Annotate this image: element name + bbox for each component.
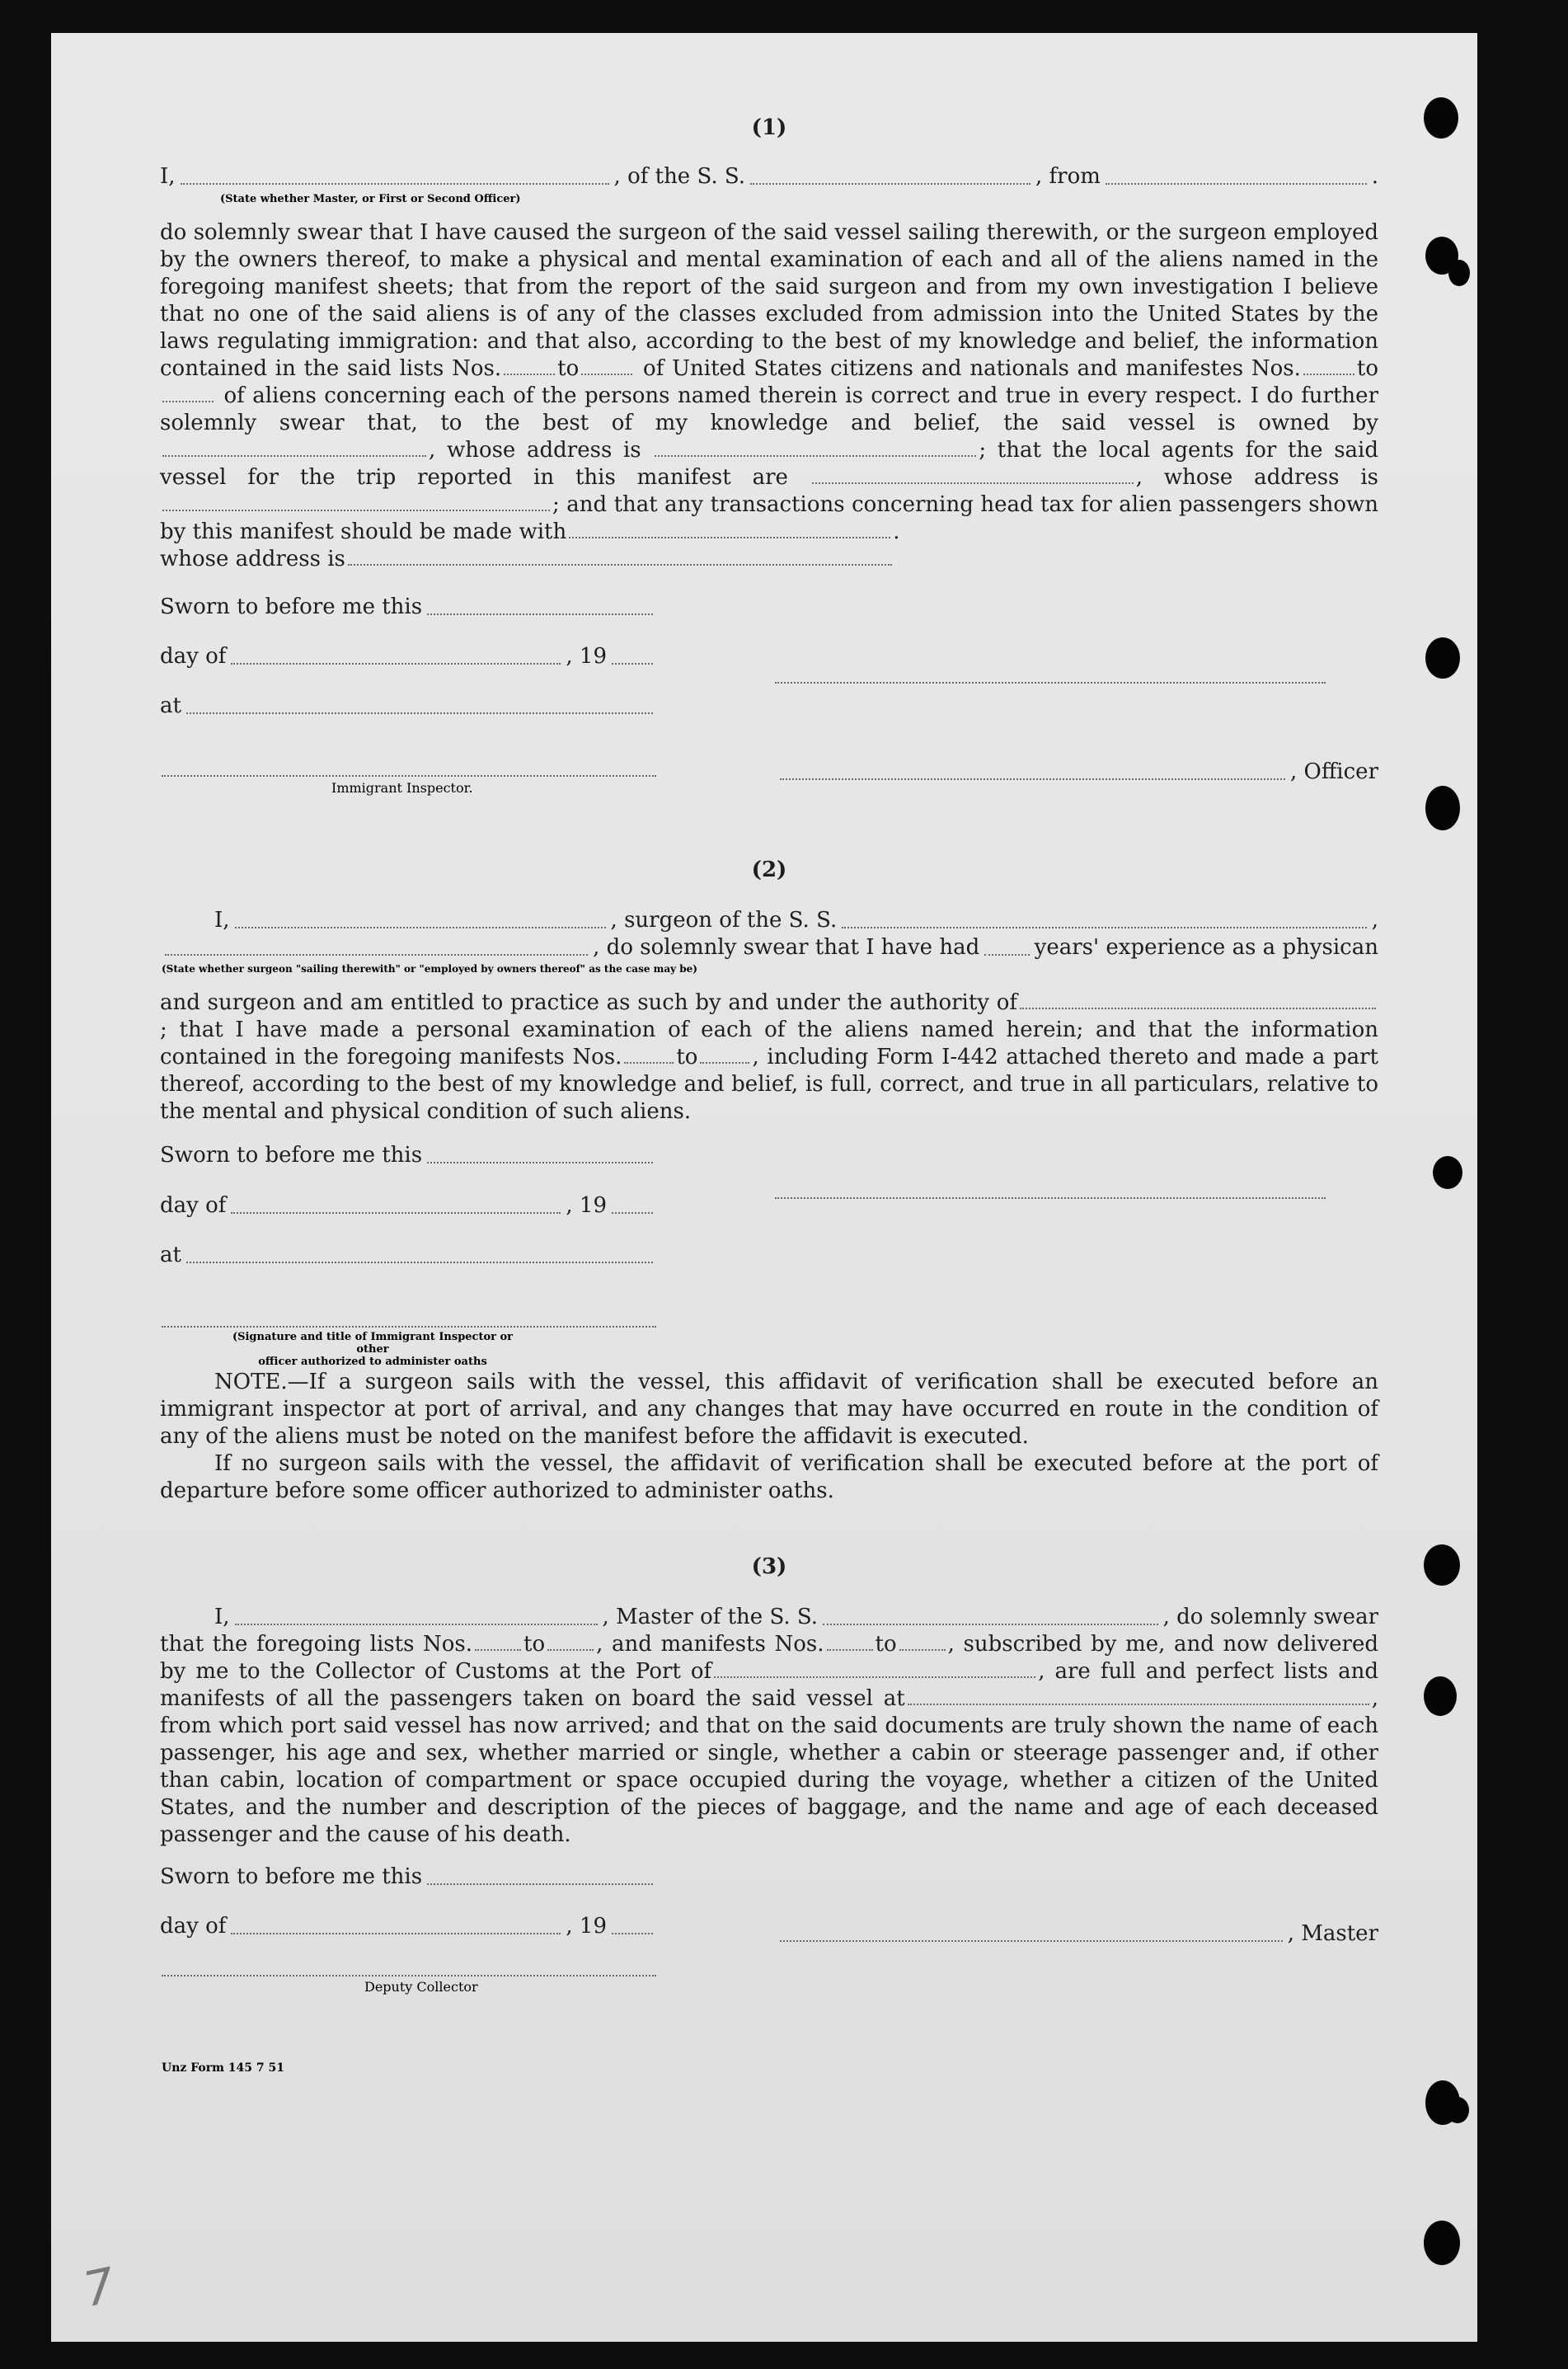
signature-note [216,1331,529,1368]
sworn-day-field[interactable] [427,1883,653,1885]
punch-hole [1424,1544,1460,1586]
sworn-line [160,594,658,621]
text: , whose address is [1135,465,1379,490]
master-signature-field[interactable] [780,1940,1283,1942]
form-number: Unz Form 145 7 51 [162,2061,284,2075]
text: whose address is [160,547,345,571]
surgeon-note: (State whether surgeon "sailing therewith" or "employed by owners thereof" as the case may be) [162,963,697,975]
punch-hole [1448,260,1470,286]
section-3-line1 [160,1604,1378,1631]
master-name-field[interactable] [235,1624,598,1625]
text: ; that the local agents for the said vessel for the trip reported in this manifest are [160,438,1379,490]
text: . [1371,164,1378,189]
punch-hole [1424,97,1458,139]
manifests-to-field[interactable] [162,383,214,402]
year-field[interactable] [612,663,653,665]
text: ; [160,1018,167,1042]
month-field[interactable] [231,1212,561,1214]
text: (Signature and title of Immigrant Inspector or other [232,1331,514,1356]
punch-hole [1425,786,1460,830]
section-1-opening-line [160,163,1378,190]
text: , surgeon of the S. S. [610,908,838,933]
text: to [676,1045,698,1069]
margin-mark: 7 [78,2256,120,2319]
text: , from which port said vessel has now arrived; and that on the said documents are truly shown the name of each passenger, his age and sex, whether married or single, whether a cabin or steerage passenger and, if other than cabin, location of compartment or space occupied during the voyage, whether a citizen of the United States, and the number and description of the pieces of baggage, and the name and age of each deceased passenger and the cause of his death. [160,1686,1378,1847]
text: of aliens concerning each of the persons named therein is correct and true in every respect. I do further solemnly swear that, to the best of my knowledge and belief, the said vessel is owned by [160,383,1378,435]
punch-hole [1424,1676,1457,1716]
text: Sworn to before me this [160,595,423,619]
text: to [557,356,580,381]
text: of United States citizens and nationals and manifestes Nos. [643,356,1301,381]
years-field[interactable] [984,954,1029,956]
head-tax-address-field[interactable] [348,546,892,566]
text: officer authorized to administer oaths [258,1356,487,1368]
text: day of [160,1193,227,1218]
year-field[interactable] [612,1933,653,1934]
agents-field[interactable] [812,464,1134,484]
text: at [160,693,181,718]
section-2-number: (2) [751,858,787,882]
text: that I have made a personal examination of each of the aliens named herein; and that the information contained in the foregoing manifests Nos. [160,1018,1379,1069]
text: , 19 [566,1914,607,1939]
deputy-signature-line[interactable] [162,1973,656,1977]
day-of-line [160,643,658,670]
sworn-line [160,1864,658,1891]
surgeon-manifest-to-field[interactable] [700,1044,749,1064]
officer-line [775,759,1378,786]
owner-field[interactable] [162,437,426,457]
note-paragraph-2: If no surgeon sails with the vessel, the affidavit of verification shall be executed before at the port of departure before some officer authorized to administer oaths. [160,1451,1378,1503]
section-2-paragraph [160,989,1378,1126]
note-paragraph: NOTE.—If a surgeon sails with the vessel, this affidavit of verification shall be executed before an immigrant inspector at port of arrival, and any changes that may have occurred en route in the condition of any of the aliens must be noted on the manifest before the affidavit is executed. [160,1370,1378,1449]
day-of-line [160,1192,658,1220]
text: Sworn to before me this [160,1143,423,1168]
master-manifests-from-field[interactable] [827,1631,873,1651]
section-2-line2 [160,934,1378,961]
manifests-from-field[interactable] [1303,355,1354,375]
text: , Master [1287,1921,1378,1946]
from-port-field[interactable] [1106,183,1367,185]
text: I, [214,908,230,933]
text: , 19 [566,1193,607,1218]
text: to [875,1632,897,1657]
officer-note: (State whether Master, or First or Second Officer) [220,193,521,205]
deputy-collector-label: Deputy Collector [364,1979,478,1995]
text: Sworn to before me this [160,1864,423,1889]
lists-from-field[interactable] [504,355,555,375]
surgeon-status-field[interactable] [165,954,588,956]
surgeon-vessel-field[interactable] [842,927,1366,928]
master-line [775,1920,1378,1948]
section-1-oath-paragraph [160,219,1378,573]
place-field[interactable] [186,1262,653,1263]
port-field[interactable] [714,1658,1035,1678]
signature-line[interactable] [775,680,1326,684]
sworn-day-field[interactable] [427,613,653,615]
text: , of the S. S. [613,164,746,189]
master-manifests-to-field[interactable] [899,1631,946,1651]
immigrant-inspector-label: Immigrant Inspector. [331,780,473,796]
authority-field[interactable] [1020,989,1376,1009]
document-page [51,33,1477,2342]
text: , 19 [566,644,607,669]
punch-hole [1425,637,1460,679]
sworn-line [160,1142,658,1169]
agents-address-field[interactable] [162,491,550,511]
vessel-name-field[interactable] [750,183,1030,185]
surgeon-signature-line[interactable] [775,1196,1326,1199]
text: ; and that any transactions concerning head tax for alien passengers shown by this manifest should be made with [160,492,1378,544]
text: . [893,519,900,544]
day-of-line [160,1913,658,1940]
text: , and manifests Nos. [596,1632,824,1657]
text: I, [160,164,176,189]
text: , Master of the S. S. [602,1605,819,1629]
section-2-line1 [160,907,1378,934]
punch-hole [1424,2221,1460,2265]
section-1-number: (1) [751,115,787,140]
text: , subscribed by me, and now delivered by me to the Collector of Customs at the Port of [160,1632,1378,1684]
at-line [160,693,658,720]
owner-address-field[interactable] [655,437,976,457]
text: day of [160,644,227,669]
sworn-day-field[interactable] [427,1162,653,1163]
text: I, [214,1605,230,1629]
section-3-paragraph [160,1631,1378,1849]
text: , Officer [1289,759,1378,784]
place-field[interactable] [186,712,653,714]
month-field[interactable] [231,1933,561,1934]
text: , [1371,908,1378,933]
punch-hole [1433,1156,1462,1189]
boarding-port-field[interactable] [908,1685,1369,1705]
text: , do solemnly swear that I have had [593,935,980,960]
head-tax-contact-field[interactable] [569,519,890,538]
text: , whose address is [429,438,641,463]
text: , including Form I-442 attached thereto and made a part thereof, according to the best of my knowledge and belief, is full, correct, and true in all particulars, relative to the mental and physical condition of such aliens. [160,1045,1378,1124]
punch-hole [1446,2097,1469,2123]
text: that the foregoing lists Nos. [160,1632,473,1657]
inspector-signature-line[interactable] [162,773,656,777]
text: and surgeon and am entitled to practice as such by and under the authority of [160,990,1017,1015]
section-3-number: (3) [751,1554,787,1579]
year-field[interactable] [612,1212,653,1214]
text: to [1356,356,1379,381]
text: do solemnly swear that I have caused the surgeon of the said vessel sailing therewith, or the surgeon employed by the owners thereof, to make a physical and mental examination of each and all of the aliens named in the foregoing manifest sheets; that from the report of the said surgeon and from my own investigation I believe that no one of the said aliens is of any of the classes excluded from admission into the United States by the laws regulating immigration: and that also, according to the best of my knowledge and belief, the information contained in the said lists Nos. [160,220,1378,381]
text: years' experience as a physican [1034,935,1378,960]
surgeon-manifest-from-field[interactable] [624,1044,674,1064]
officer-name-field[interactable] [181,183,609,185]
officer-signature-field[interactable] [780,778,1285,780]
text: day of [160,1914,227,1939]
master-lists-from-field[interactable] [475,1631,521,1651]
text: , are full and perfect lists and manifests of all the passengers taken on board the said vessel at [160,1659,1378,1711]
text: to [523,1632,546,1657]
lists-to-field[interactable] [581,355,632,375]
at-line [160,1242,658,1269]
surgeon-name-field[interactable] [235,927,606,928]
official-signature-line[interactable] [162,1324,656,1328]
master-lists-to-field[interactable] [547,1631,594,1651]
text: , from [1035,164,1101,189]
text: , do solemnly swear [1162,1605,1378,1629]
master-vessel-field[interactable] [823,1624,1158,1625]
month-field[interactable] [231,663,561,665]
text: at [160,1243,181,1267]
